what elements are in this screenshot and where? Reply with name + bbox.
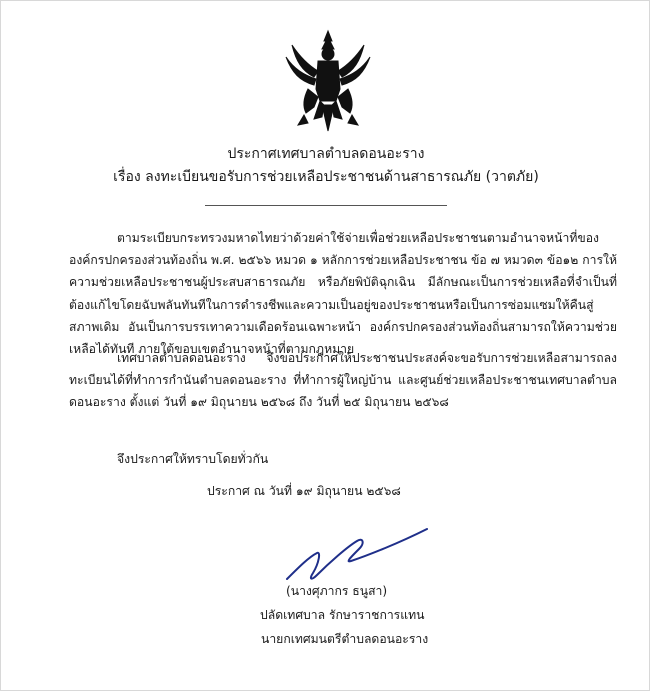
signer-title-line-2: นายกเทศมนตรีตำบลดอนอะราง [261, 632, 429, 646]
signer-title-line-1: ปลัดเทศบาล รักษาราชการแทน [260, 608, 425, 622]
announcement-subject: เรื่อง ลงทะเบียนขอรับการช่วยเหลือประชาชนด้านสาธารณภัย (วาตภัย) [113, 169, 539, 185]
announcement-title: ประกาศเทศบาลตำบลดอนอะราง [227, 146, 425, 162]
body-paragraph-1: ตามระเบียบกระทรวงมหาดไทยว่าด้วยค่าใช้จ่ายเพื่อช่วยเหลือประชาชนตามอำนาจหน้าที่ขององค์กรปกครองส่วนท้องถิ่น พ.ศ. ๒๕๖๖ หมวด ๑ หลักการช่วยเหลือประชาชน ข้อ ๗ หมวด๓ ข้อ๑๒ การให้ความช่วยเหลือประชาชนผู้ประสบสาธารณภัย หรือภัยพิบัติฉุกเฉิน มีลักษณะเป็นการช่วยเหลือที่จำเป็นที่ต้องแก้ไขโดยฉับพลันทันทีในการดำรงชีพและความเป็นอยู่ของประชาชนหรือเป็นการซ่อมแซมให้คืนสู่สภาพเดิม อันเป็นการบรรเทาความเดือดร้อนเฉพาะหน้า องค์กรปกครองส่วนท้องถิ่นสามารถให้ความช่วยเหลือได้ทันที ภายใต้ขอบเขตอำนาจหน้าที่ตามกฎหมาย [69, 231, 617, 357]
body-paragraph-2: เทศบาลตำบลดอนอะราง จึงขอประกาศให้ประชาชนประสงค์จะขอรับการช่วยเหลือสามารถลงทะเบียนได้ที่ทำการกำนันตำบลดอนอะราง ที่ทำการผู้ใหญ่บ้าน และศูนย์ช่วยเหลือประชาชนเทศบาลตำบลดอนอะราง ตั้งแต่ วันที่ ๑๙ มิถุนายน ๒๕๖๘ ถึง วันที่ ๒๕ มิถุนายน ๒๕๖๘ [69, 351, 617, 410]
announcement-date: ประกาศ ณ วันที่ ๑๙ มิถุนายน ๒๕๖๘ [207, 484, 401, 498]
title-divider [205, 205, 447, 206]
garuda-emblem-icon [278, 27, 378, 135]
signer-name: (นางศุภากร ธนูสา) [286, 584, 388, 598]
closing-statement: จึงประกาศให้ทราบโดยทั่วกัน [117, 452, 269, 466]
